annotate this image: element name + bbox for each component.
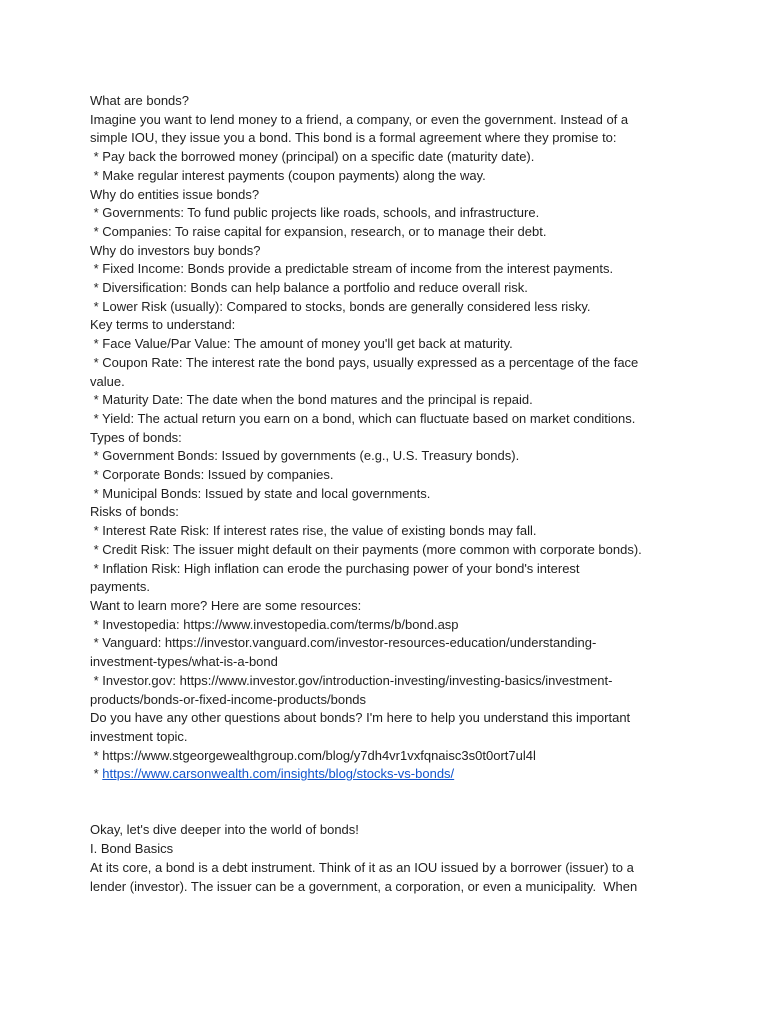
text-line: * Companies: To raise capital for expansion, research, or to manage their debt. [90,223,547,239]
text-line: * Fixed Income: Bonds provide a predictable stream of income from the interest payments. [90,261,614,277]
text-line: * Pay back the borrowed money (principal) on a specific date (maturity date). [90,149,535,165]
text-line: Okay, let's dive deeper into the world of bonds! [90,822,359,838]
text-line: investment-types/what-is-a-bond [90,654,278,670]
document-lines [90,92,690,765]
text-line: * Make regular interest payments (coupon payments) along the way. [90,167,486,183]
text-line: * Governments: To fund public projects like roads, schools, and infrastructure. [90,205,540,221]
text-line: * Credit Risk: The issuer might default on their payments (more common with corporate bonds). [90,541,642,557]
document-body [90,92,690,896]
text-line: * Interest Rate Risk: If interest rates rise, the value of existing bonds may fall. [90,523,537,539]
text-line: value. [90,373,125,389]
text-line: Types of bonds: [90,429,182,445]
text-line: * Municipal Bonds: Issued by state and local governments. [90,485,431,501]
bullet-prefix: * [90,766,103,782]
text-line: investment topic. [90,728,188,744]
text-line: simple IOU, they issue you a bond. This bond is a formal agreement where they promise to: [90,130,617,146]
paragraph-gap [90,784,690,821]
text-line: I. Bond Basics [90,841,174,857]
text-line: products/bonds-or-fixed-income-products/bonds [90,691,367,707]
text-line: Risks of bonds: [90,504,179,520]
text-line: * Yield: The actual return you earn on a bond, which can fluctuate based on market conditions. [90,410,636,426]
text-line: * Vanguard: https://investor.vanguard.com/investor-resources-education/understanding- [90,635,597,651]
text-line: * Maturity Date: The date when the bond matures and the principal is repaid. [90,392,533,408]
text-line: * Lower Risk (usually): Compared to stocks, bonds are generally considered less risky. [90,298,591,314]
text-line: * Government Bonds: Issued by governments (e.g., U.S. Treasury bonds). [90,448,520,464]
text-line: payments. [90,579,150,595]
text-line: Imagine you want to lend money to a friend, a company, or even the government. Instead of a [90,111,629,127]
text-line: * Inflation Risk: High inflation can erode the purchasing power of your bond's interest [90,560,580,576]
resource-link-line [90,765,690,784]
text-line: Want to learn more? Here are some resources: [90,597,362,613]
carsonwealth-link[interactable]: https://www.carsonwealth.com/insights/blog/stocks-vs-bonds/ [102,766,455,782]
text-line: Why do entities issue bonds? [90,186,260,202]
text-line: What are bonds? [90,93,190,108]
text-line: Do you have any other questions about bonds? I'm here to help you understand this important [90,710,631,726]
text-line: Why do investors buy bonds? [90,242,261,258]
text-line: * Investopedia: https://www.investopedia.com/terms/b/bond.asp [90,616,459,632]
text-line: lender (investor). The issuer can be a government, a corporation, or even a municipality. When [90,878,638,894]
text-line: * Face Value/Par Value: The amount of money you'll get back at maturity. [90,336,513,352]
text-line: * Corporate Bonds: Issued by companies. [90,467,334,483]
text-line: * Coupon Rate: The interest rate the bond pays, usually expressed as a percentage of the face [90,354,639,370]
text-line: * Diversification: Bonds can help balance a portfolio and reduce overall risk. [90,280,528,296]
text-line: Key terms to understand: [90,317,236,333]
text-line: * Investor.gov: https://www.investor.gov/introduction-investing/investing-basics/investment- [90,672,613,688]
document-lines-continued [90,821,690,896]
text-line: At its core, a bond is a debt instrument. Think of it as an IOU issued by a borrower (issuer) to a [90,859,634,875]
text-line: * https://www.stgeorgewealthgroup.com/blog/y7dh4vr1vxfqnaisc3s0t0ort7ul4l [90,747,536,763]
